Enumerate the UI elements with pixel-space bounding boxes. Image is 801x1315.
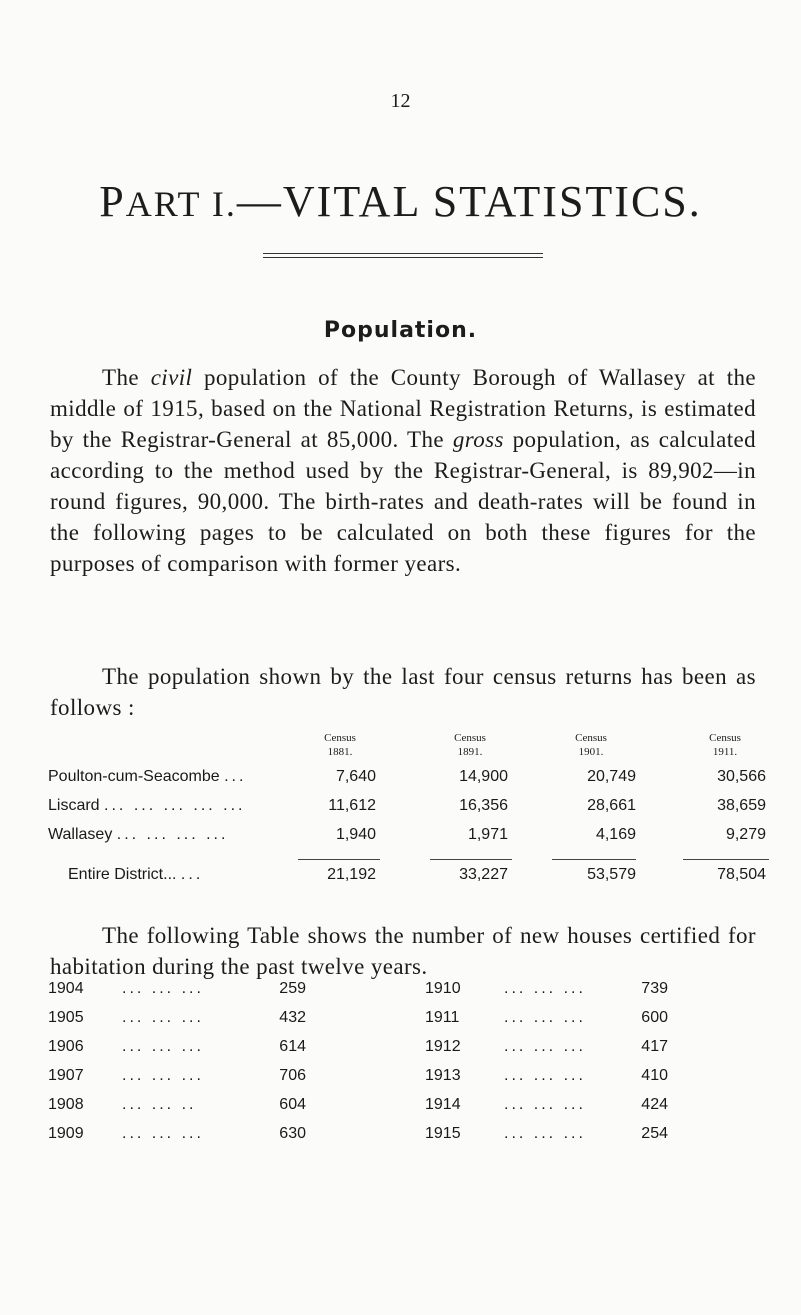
para1-text-a: The	[102, 365, 151, 390]
houses-year: 1905	[48, 1009, 84, 1026]
houses-year: 1906	[48, 1038, 84, 1055]
houses-count: 739	[641, 980, 668, 997]
title-rule-top	[263, 253, 543, 254]
para1-text-b: population of the County Borough of Wallasey at the middle of 1915, based on the National Registration Returns, is estimated by the Registrar-General at 85,000. The	[50, 365, 756, 452]
houses-count: 432	[279, 1009, 306, 1026]
houses-count: 614	[279, 1038, 306, 1055]
census-cell: 28,661	[587, 797, 636, 814]
houses-dots: ... ... ...	[504, 1125, 586, 1142]
para1-text-c: population, as calculated according to the method used by the Registrar-General, is 89,902—in round figures, 90,000. The birth-rates and death-rates will be found in the following pages to be calculated on both these figures for the purposes of comparison with former years.	[50, 427, 756, 576]
census-cell: 30,566	[717, 768, 766, 785]
houses-year: 1914	[425, 1096, 461, 1113]
houses-dots: ... ... ...	[122, 1067, 204, 1084]
part-title-rest: —VITAL STATISTICS.	[236, 177, 702, 226]
houses-count: 630	[279, 1125, 306, 1142]
population-paragraph	[50, 362, 756, 579]
houses-count: 706	[279, 1067, 306, 1084]
houses-count: 604	[279, 1096, 306, 1113]
page-number: 12	[390, 90, 411, 112]
census-cell: 7,640	[335, 768, 376, 785]
census-header-1901: Census 1901.	[575, 732, 607, 758]
houses-intro-paragraph: The following Table shows the number of new houses certified for habitation during the past twelve years.	[50, 923, 756, 979]
part-prefix-small: ART	[125, 184, 201, 224]
houses-count: 600	[641, 1009, 668, 1026]
houses-year: 1911	[425, 1009, 460, 1026]
census-intro-paragraph: The population shown by the last four census returns has been as follows :	[50, 664, 756, 720]
census-cell: 1,940	[335, 826, 376, 843]
census-row-name: Poulton-cum-Seacombe ...	[48, 768, 247, 785]
houses-dots: ... ... ...	[504, 1096, 586, 1113]
title-rule-bottom	[263, 257, 543, 258]
houses-year: 1912	[425, 1038, 461, 1055]
census-cell: 16,356	[459, 797, 508, 814]
census-header-1881: Census 1881.	[324, 732, 356, 758]
sum-rule	[298, 859, 380, 860]
census-header-1911: Census 1911.	[709, 732, 741, 758]
houses-dots: ... ... ...	[122, 1038, 204, 1055]
census-row-name: Wallasey ... ... ... ...	[48, 826, 229, 843]
census-total-name: Entire District... ...	[68, 866, 204, 883]
census-total-cell: 33,227	[459, 866, 508, 883]
houses-count: 410	[641, 1067, 668, 1084]
houses-count: 259	[279, 980, 306, 997]
houses-count: 424	[641, 1096, 668, 1113]
part-prefix: P	[99, 177, 126, 226]
census-cell: 11,612	[328, 797, 376, 814]
houses-year: 1910	[425, 980, 461, 997]
houses-dots: ... ... ...	[122, 1125, 204, 1142]
houses-dots: ... ... ..	[122, 1096, 197, 1113]
houses-dots: ... ... ...	[504, 1067, 586, 1084]
census-cell: 9,279	[725, 826, 766, 843]
houses-count: 254	[641, 1125, 668, 1142]
census-cell: 38,659	[717, 797, 766, 814]
gross-word: gross	[452, 427, 504, 452]
census-cell: 20,749	[587, 768, 636, 785]
houses-dots: ... ... ...	[504, 1038, 586, 1055]
houses-year: 1913	[425, 1067, 461, 1084]
civil-word: civil	[150, 365, 193, 390]
sum-rule	[430, 859, 512, 860]
houses-dots: ... ... ...	[122, 980, 204, 997]
census-cell: 4,169	[595, 826, 636, 843]
census-header-1891: Census 1891.	[454, 732, 486, 758]
houses-year: 1909	[48, 1125, 84, 1142]
houses-count: 417	[641, 1038, 668, 1055]
census-total-cell: 78,504	[717, 866, 766, 883]
sum-rule	[683, 859, 769, 860]
census-total-cell: 21,192	[327, 866, 376, 883]
part-title	[0, 176, 801, 227]
census-cell: 1,971	[467, 826, 508, 843]
section-title: Population.	[323, 318, 478, 343]
houses-dots: ... ... ...	[504, 1009, 586, 1026]
census-total-cell: 53,579	[587, 866, 636, 883]
houses-dots: ... ... ...	[122, 1009, 204, 1026]
sum-rule	[552, 859, 636, 860]
houses-year: 1915	[425, 1125, 461, 1142]
houses-year: 1904	[48, 980, 84, 997]
houses-year: 1907	[48, 1067, 84, 1084]
census-cell: 14,900	[459, 768, 508, 785]
census-row-name: Liscard ... ... ... ... ...	[48, 797, 246, 814]
houses-year: 1908	[48, 1096, 84, 1113]
part-numeral: I.	[200, 184, 237, 224]
houses-dots: ... ... ...	[504, 980, 586, 997]
